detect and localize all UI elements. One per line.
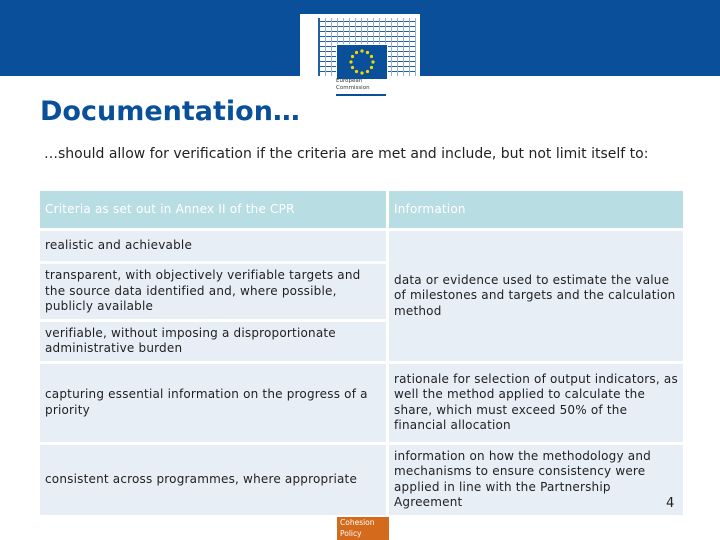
criteria-table bbox=[37, 188, 686, 518]
page-title: Documentation… bbox=[40, 96, 300, 127]
eu-flag-icon bbox=[336, 44, 388, 80]
criteria-cell: realistic and achievable bbox=[40, 231, 386, 261]
information-cell: data or evidence used to estimate the value of milestones and targets and the calculation method bbox=[389, 231, 683, 361]
page-number: 4 bbox=[666, 496, 675, 511]
criteria-cell: consistent across programmes, where appropriate bbox=[40, 445, 386, 515]
header-information: Information bbox=[389, 191, 683, 228]
criteria-cell: capturing essential information on the progress of a priority bbox=[40, 364, 386, 442]
table-row bbox=[40, 231, 683, 261]
information-cell: rationale for selection of output indicators, as well the method applied to calculate the share, which must exceed 50% of the financial allocation bbox=[389, 364, 683, 442]
table-row bbox=[40, 364, 683, 442]
logo-underline bbox=[336, 94, 386, 96]
criteria-cell: verifiable, without imposing a disproportionate administrative burden bbox=[40, 322, 386, 361]
cohesion-policy-logo: Cohesion Policy bbox=[337, 517, 389, 540]
table-header-row bbox=[40, 191, 683, 228]
header-criteria: Criteria as set out in Annex II of the CPR bbox=[40, 191, 386, 228]
criteria-cell: transparent, with objectively verifiable targets and the source data identified and, where possible, publicly available bbox=[40, 264, 386, 319]
european-commission-logo bbox=[300, 14, 420, 100]
information-cell: information on how the methodology and mechanisms to ensure consistency were applied in line with the Partnership Agreement bbox=[389, 445, 683, 515]
logo-text: European Commission bbox=[336, 78, 370, 91]
table-row bbox=[40, 445, 683, 515]
intro-text: …should allow for verification if the criteria are met and include, but not limit itself to: bbox=[44, 146, 649, 162]
